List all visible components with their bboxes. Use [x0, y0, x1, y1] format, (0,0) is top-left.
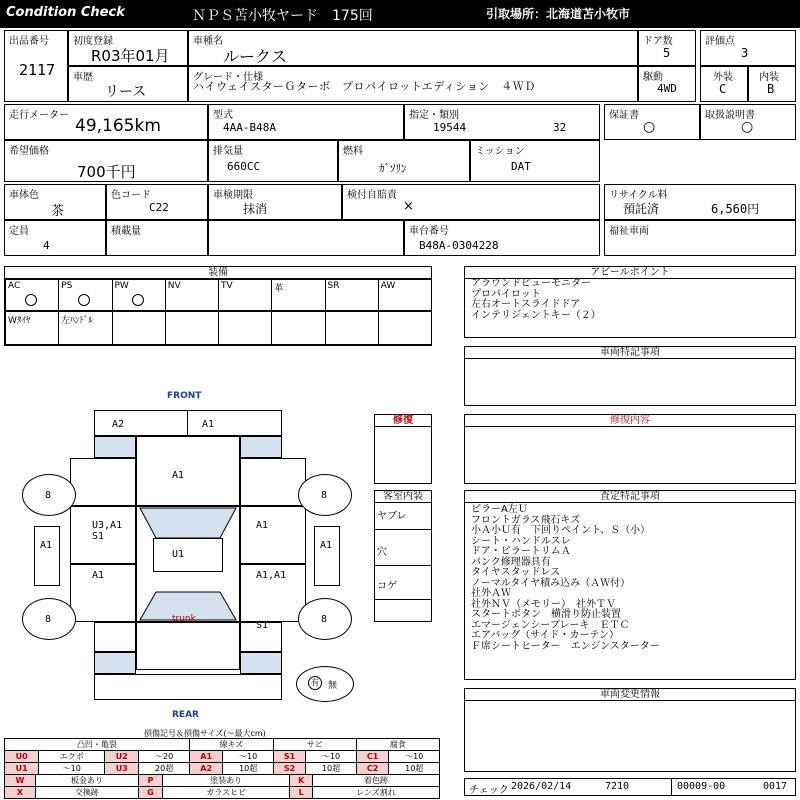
class-code: 32 — [553, 121, 567, 134]
equipment-mark — [78, 294, 90, 306]
legend-cell: C1 — [356, 751, 389, 763]
trunk — [136, 622, 240, 670]
legend-cell: X — [5, 787, 36, 799]
equipment-panel — [4, 266, 432, 346]
fuel-cell: 燃料 ｶﾞｿﾘﾝ — [338, 140, 470, 182]
interior-state-panel — [374, 490, 432, 622]
body-color-cell: 車体色 茶 — [4, 184, 106, 220]
assessment-item: エアバッグ（サイド・カーテン） — [471, 630, 619, 641]
equipment-extra — [112, 311, 166, 345]
legend-cell: エクボ — [39, 751, 105, 763]
check-label: チェック — [469, 785, 509, 796]
legend-cell: 10超 — [223, 763, 273, 775]
legend-cell: S1 — [273, 751, 305, 763]
equipment-extra — [218, 311, 272, 345]
legend-cell: 10超 — [389, 763, 440, 775]
equipment-mark — [132, 294, 144, 306]
repair-detail-panel — [464, 414, 796, 484]
drive-cell: 駆動 4WD — [638, 66, 696, 102]
legend-cell: 着色跡 — [312, 775, 439, 787]
legend-group-corrosion: 腐食 — [356, 739, 439, 751]
equipment-extra — [378, 311, 432, 345]
equipment-extra — [58, 311, 112, 345]
model-cell: 型式 4AA-B48A — [208, 104, 404, 140]
blank-cell — [208, 220, 404, 256]
legend-cell: U0 — [5, 751, 39, 763]
repair-panel — [374, 414, 432, 484]
spare-wheel — [296, 666, 354, 702]
equipment-label: SR — [327, 281, 340, 291]
trunk-label: trunk — [172, 614, 196, 624]
rear-label: REAR — [172, 710, 199, 720]
score: 3 — [741, 46, 749, 60]
equipment-ac — [5, 279, 59, 311]
repair-label: 修復 — [375, 415, 431, 427]
mileage-cell: 走行メーター 49,165km — [4, 104, 208, 140]
recycle-fee: 6,560円 — [711, 202, 760, 216]
first-registration: R03年01月 — [91, 47, 170, 65]
equipment-label: AC — [8, 281, 21, 291]
right-front-door-damage: A1 — [256, 520, 269, 531]
rear-right-damage: S1 — [256, 620, 269, 631]
right-rear-door-damage: A1,A1 — [256, 570, 287, 581]
equipment-title: 装備 — [5, 267, 431, 279]
equipment-label: AW — [380, 281, 396, 291]
warranty: ○ — [643, 119, 656, 135]
rear-bumper — [94, 674, 282, 700]
capacity: 4 — [43, 239, 50, 252]
legend-group-scratch: 線キズ — [189, 739, 273, 751]
interior-grade: B — [767, 82, 775, 96]
ref-number: 0017 — [763, 781, 788, 792]
legend-cell: 板金あり — [35, 775, 138, 787]
equipment-pw — [112, 279, 166, 311]
price-cell: 希望価格 700千円 — [4, 140, 208, 182]
exterior-grade: C — [719, 82, 727, 96]
interior-state-title: 客室内装 — [375, 491, 431, 503]
assessment-item: 小Ａ小Ｕ有 下回りペイント、Ｓ（小） — [471, 525, 651, 536]
legend-row-3 — [5, 775, 440, 787]
recycle-status: 預託済 — [623, 202, 660, 216]
roof-damage: U1 — [172, 549, 185, 560]
assessment-item: スタートボタン 横滑り防止装置 — [471, 609, 621, 620]
chassis-number: B48A-0304228 — [419, 239, 499, 252]
equipment-aw — [378, 279, 432, 311]
designation-cell: 指定・類別 19544 32 — [404, 104, 600, 140]
assessment-item: ノーマルタイヤ積み込み（ＡＷ付） — [471, 577, 631, 589]
equipment-mark — [25, 294, 37, 306]
hood-damage: A1 — [172, 470, 185, 481]
interior-cell: 内装 B — [748, 66, 796, 102]
manual-cell: 取扱説明書 ○ — [700, 104, 796, 140]
assessment-list — [471, 505, 660, 652]
equipment-tv — [218, 279, 272, 311]
change-info-title: 車両変更情報 — [465, 689, 795, 701]
left-front-door-damage: U3,A1 S1 — [92, 520, 123, 542]
appeal-item: インテリジェントキー（２） — [471, 309, 601, 321]
legend-row-2 — [5, 763, 440, 775]
transmission-cell: ミッション DAT — [470, 140, 600, 182]
grade-cell: グレード・仕様 ハイウェイスターＧターボ プロパイロットエディション ４ＷＤ — [188, 66, 638, 102]
right-front-fender — [240, 458, 306, 506]
left-front-wheel-value: 8 — [45, 490, 52, 501]
auction-venue: ＮＰＳ苫小牧ヤード 175回 — [192, 8, 373, 24]
capacity-cell: 定員 4 — [4, 220, 106, 256]
spare-present: 有 — [308, 676, 322, 690]
equipment-extra — [5, 311, 59, 345]
legend-cell: ～10 — [223, 751, 273, 763]
legend-cell: P — [139, 775, 163, 787]
legend-row-1 — [5, 751, 440, 763]
legend — [4, 728, 440, 798]
right-rear-wheel-value: 8 — [321, 614, 328, 625]
front-bumper-right-damage: A1 — [202, 419, 215, 430]
equipment-extra-label: 左ﾊﾝﾄﾞﾙ — [61, 316, 93, 326]
body-color: 茶 — [51, 204, 65, 219]
liability-cell: 検付自賠責 × — [342, 184, 600, 220]
special-notes-panel — [464, 346, 796, 406]
left-rear-fender — [94, 622, 136, 652]
legend-title: 損傷記号＆損傷サイズ(～最大cm) — [144, 729, 266, 738]
legend-group-dent: 凸凹・亀裂 — [5, 739, 190, 751]
legend-cell: ～20 — [139, 751, 189, 763]
equipment-nv — [165, 279, 219, 311]
equipment-sr — [325, 279, 379, 311]
legend-cell: L — [290, 787, 313, 799]
legend-cell: A2 — [189, 763, 223, 775]
assessment-item: タイヤスタッドレス — [471, 567, 561, 578]
inspection-expiry: 抹消 — [243, 202, 268, 216]
interior-tear: ヤブレ — [377, 511, 407, 522]
color-code-cell: 色コード C22 — [106, 184, 208, 220]
transmission: DAT — [511, 160, 531, 173]
warranty-cell: 保証書 ○ — [604, 104, 700, 140]
drive: 4WD — [657, 82, 677, 95]
assessment-item: ピラーA左Ｕ — [471, 504, 528, 515]
car-name: ルークス — [223, 47, 287, 66]
door-count-cell: ドア数 5 — [638, 30, 696, 66]
right-sill-damage: A1 — [320, 540, 333, 551]
check-code: 7210 — [605, 781, 630, 792]
score-cell: 評価点 3 — [700, 30, 796, 66]
door-count: 5 — [663, 46, 671, 60]
legend-cell: C2 — [356, 763, 389, 775]
chassis-cell: 車台番号 B48A-0304228 — [404, 220, 600, 256]
legend-cell: 10超 — [306, 763, 356, 775]
load-cell: 積載量 — [106, 220, 208, 256]
equipment-extra-label: Wﾀｲﾔ — [8, 316, 31, 326]
equipment-label: TV — [221, 281, 233, 291]
left-rear-door-damage: A1 — [92, 570, 105, 581]
equipment-革 — [271, 279, 325, 311]
front-right-corner — [240, 436, 282, 458]
front-bumper-left-damage: A2 — [112, 419, 125, 430]
legend-cell: レンズ割れ — [312, 787, 439, 799]
legend-cell: ～10 — [306, 751, 356, 763]
assessment-panel — [464, 490, 796, 680]
ref-code: 00009-00 — [677, 781, 726, 792]
legend-cell: 塗装あり — [162, 775, 290, 787]
legend-cell: 20超 — [139, 763, 189, 775]
pickup-location: 引取場所：北海道苫小牧市 — [486, 7, 631, 21]
appeal-title: アピールポイント — [465, 267, 795, 279]
assessment-item: フロントガラス飛石キズ — [471, 514, 581, 526]
assessment-item: Ｆ席シートヒーター エンジンスターター — [471, 640, 660, 652]
left-sill — [34, 526, 60, 586]
assessment-item: シート・ハンドルスレ — [471, 535, 571, 547]
first-registration-cell: 初度登録 R03年01月 — [68, 30, 188, 66]
assessment-item: エマージェンシーブレーキ ＥＴＣ — [471, 619, 630, 631]
left-sill-damage: A1 — [40, 540, 53, 551]
assessment-item: 社外ＡＷ — [471, 588, 511, 599]
legend-table-2 — [4, 774, 440, 799]
legend-cell: 交換跡 — [35, 787, 138, 799]
displacement: 660CC — [227, 160, 261, 173]
appeal-panel — [464, 266, 796, 338]
grade: ハイウェイスターＧターボ プロパイロットエディション ４ＷＤ — [193, 80, 536, 93]
equipment-ps — [58, 279, 112, 311]
lot-number: 2117 — [19, 61, 56, 79]
equipment-extra — [271, 311, 325, 345]
legend-row-4 — [5, 787, 440, 799]
header-bar — [0, 0, 800, 28]
interior-burn: コゲ — [377, 581, 397, 592]
equipment-extra — [325, 311, 379, 345]
rear-right-corner — [240, 652, 282, 674]
car-name-cell: 車種名 ルークス — [188, 30, 638, 66]
mileage: 49,165km — [75, 116, 161, 136]
rear-left-corner — [94, 652, 136, 674]
assessment-item: ドア・ピラートリムＡ — [471, 546, 571, 557]
car-diagram — [0, 388, 374, 728]
lot-number-cell: 出品番号 2117 — [4, 30, 68, 102]
spare-none: 無 — [328, 681, 338, 691]
legend-cell: ～10 — [389, 751, 440, 763]
appeal-item: プロパイロット — [471, 288, 541, 300]
history-cell: 車歴 リース — [68, 66, 188, 102]
appeal-item: アラウンドビューモニター — [471, 278, 591, 289]
legend-cell: G — [139, 787, 163, 799]
assessment-item: パンク修理器具有 — [471, 556, 551, 568]
legend-cell: W — [5, 775, 36, 787]
exterior-cell: 外装 C — [700, 66, 748, 102]
assessment-item: 社外ＮＶ（メモリー） 社外ＴＶ — [471, 598, 616, 610]
legend-cell: U3 — [105, 763, 139, 775]
left-rear-wheel-value: 8 — [45, 614, 52, 625]
designation: 19544 — [433, 121, 467, 134]
color-code: C22 — [149, 201, 169, 214]
recycle-cell: リサイクル料 預託済 6,560円 — [604, 184, 796, 220]
legend-cell: A1 — [189, 751, 223, 763]
price: 700千円 — [77, 163, 136, 181]
header-title: Condition Check — [6, 5, 125, 20]
legend-table — [4, 738, 440, 775]
roof — [153, 538, 223, 572]
check-date: 2026/02/14 — [511, 781, 572, 792]
right-sill — [314, 526, 340, 586]
assessment-title: 査定特記事項 — [465, 491, 795, 503]
model-code: 4AA-B48A — [223, 121, 276, 134]
equipment-label: PS — [61, 281, 73, 291]
legend-cell: U1 — [5, 763, 39, 775]
equipment-extra — [165, 311, 219, 345]
hood — [136, 436, 240, 506]
front-left-corner — [94, 436, 136, 458]
appeal-list — [471, 279, 601, 321]
legend-cell: ～10 — [39, 763, 105, 775]
repair-detail-title: 修復内容 — [465, 415, 795, 427]
inspection-cell: 車検期限 抹消 — [208, 184, 342, 220]
equipment-label: 革 — [274, 284, 284, 294]
right-front-wheel-value: 8 — [321, 490, 328, 501]
special-notes-title: 車両特記事項 — [465, 347, 795, 359]
interior-hole: 穴 — [377, 547, 387, 558]
front-label: FRONT — [167, 391, 202, 401]
equipment-label: NV — [167, 281, 181, 291]
legend-group-rust: サビ — [273, 739, 356, 751]
history: リース — [105, 84, 147, 100]
liability: × — [403, 199, 414, 214]
left-front-fender — [70, 458, 136, 506]
displacement-cell: 排気量 660CC — [208, 140, 338, 182]
legend-cell: ガラスヒビ — [162, 787, 290, 799]
legend-cell: K — [290, 775, 313, 787]
welfare-cell: 福祉車両 — [604, 220, 796, 256]
legend-cell: S2 — [273, 763, 305, 775]
fuel: ｶﾞｿﾘﾝ — [379, 162, 407, 175]
footer-bar — [464, 778, 796, 796]
change-info-panel — [464, 688, 796, 772]
manual: ○ — [741, 119, 754, 135]
appeal-item: 左右オートスライドドア — [471, 299, 581, 310]
equipment-label: PW — [114, 281, 129, 291]
right-front-door — [240, 506, 306, 564]
legend-cell: U2 — [105, 751, 139, 763]
